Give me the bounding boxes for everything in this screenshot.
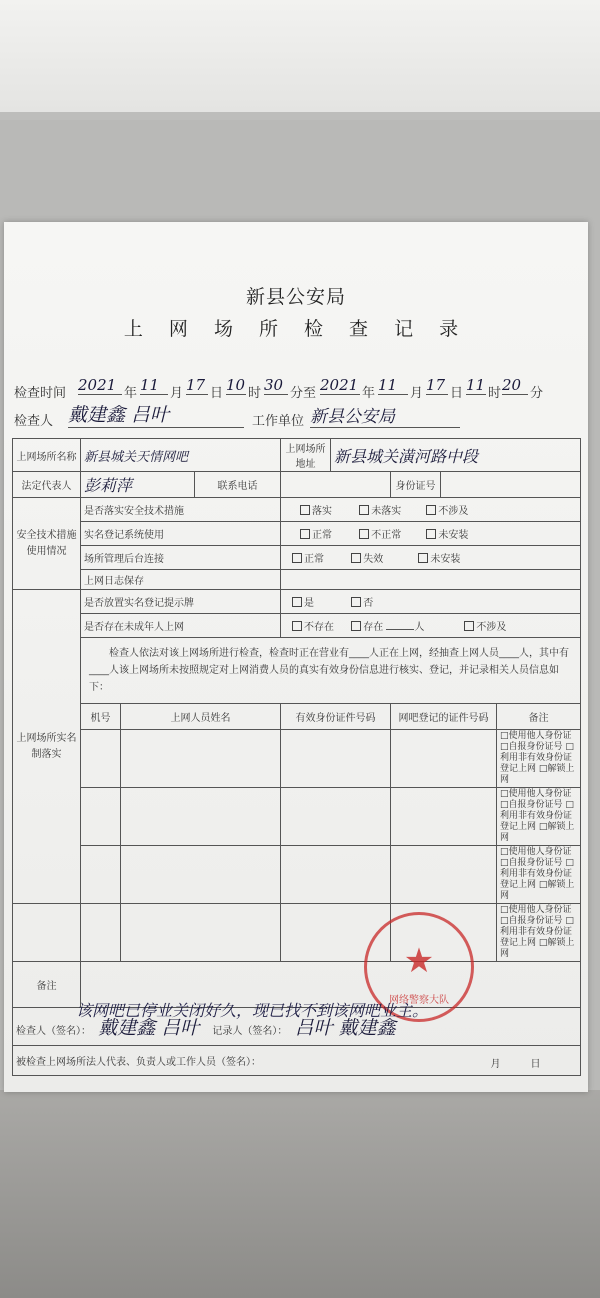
day-label: 日	[210, 386, 224, 401]
venue-name-value: 新县城关天情网吧	[81, 439, 281, 472]
remark-options: □使用他人身份证 □自报身份证号 □利用非有效身份证登记上网 □解锁上网	[497, 904, 581, 962]
end-minute: 20	[502, 376, 528, 395]
checkbox-yes[interactable]	[292, 597, 302, 607]
inspector-signature: 戴建鑫 吕叶	[98, 1017, 200, 1039]
checkbox-invalid[interactable]	[351, 553, 361, 563]
inspector-sign-label: 检查人（签名）：	[16, 1026, 91, 1037]
table-row	[13, 788, 581, 846]
venue-signature-row	[13, 1046, 581, 1076]
end-day-label: 日	[450, 386, 464, 401]
venue-name-label: 上网场所名称	[13, 439, 81, 472]
inspector-label: 检查人	[14, 414, 54, 429]
q6-row	[13, 614, 581, 638]
end-year-label: 年	[362, 386, 376, 401]
checkbox-none[interactable]	[292, 621, 302, 631]
venue-row	[13, 439, 581, 472]
end-month: 11	[378, 376, 408, 395]
venue-signature-cell	[13, 1046, 581, 1076]
q5-options	[281, 590, 581, 614]
seal-star-icon: ★	[403, 941, 435, 981]
option-persons-unit: 人	[414, 622, 425, 633]
start-minute: 30	[264, 376, 288, 395]
checkbox-exists[interactable]	[351, 621, 361, 631]
month-label: 月	[170, 386, 184, 401]
security-q1-label: 是否落实安全技术措施	[81, 498, 281, 522]
background-top	[0, 0, 600, 112]
security-q4-value	[281, 570, 581, 590]
option-normal: 正常	[312, 530, 333, 541]
venue-address-value: 新县城关潢河路中段	[331, 439, 581, 472]
end-minute-label: 分	[530, 386, 544, 401]
security-q2-options	[281, 522, 581, 546]
venue-sign-label: 被检查上网场所法人代表、负责人或工作人员（签名）：	[16, 1057, 261, 1068]
security-q2-row	[13, 522, 581, 546]
option-not-implemented: 未落实	[371, 506, 402, 517]
handwritten-note: 该网吧已停业关闭好久，现已找不到该网吧业主。	[76, 1001, 429, 1020]
col-machine-no: 机号	[81, 704, 121, 730]
checkbox-normal[interactable]	[300, 529, 310, 539]
col-valid-id: 有效身份证件号码	[281, 704, 391, 730]
inspector-names: 戴建鑫 吕叶	[68, 400, 244, 428]
seal-text: 网络警察大队	[389, 995, 449, 1006]
security-q3-options	[281, 546, 581, 570]
q5-row	[13, 590, 581, 614]
start-year: 2021	[78, 376, 122, 395]
minute-to-label: 分至	[290, 386, 317, 401]
option-not-installed: 未安装	[438, 530, 469, 541]
work-unit-label: 工作单位	[252, 414, 305, 429]
records-header-row	[13, 704, 581, 730]
id-number-value	[441, 472, 581, 498]
option-connected-normal: 正常	[304, 554, 325, 565]
checkbox-no[interactable]	[351, 597, 361, 607]
checkbox-implemented[interactable]	[300, 505, 310, 515]
inspection-form-paper	[4, 222, 588, 1092]
background-bottom	[0, 1090, 600, 1298]
q6-label: 是否存在未成年人上网	[81, 614, 281, 638]
end-month-label: 月	[410, 386, 424, 401]
inspection-paragraph: 检查人依法对该上网场所进行检查，检查时正在营业有____人正在上网，经抽查上网人员____人，其中有____人该上网场所未按照规定对上网消费人员的真实有效身份信息进行核实、登记，并记录相关人员信息如下：	[81, 638, 581, 704]
col-user-name: 上网人员姓名	[121, 704, 281, 730]
hour-label: 时	[248, 386, 262, 401]
col-remarks: 备注	[497, 704, 581, 730]
phone-value	[281, 472, 391, 498]
form-title: 上 网 场 所 检 查 记 录	[123, 318, 469, 340]
remark-options: □使用他人身份证 □自报身份证号 □利用非有效身份证登记上网 □解锁上网	[497, 788, 581, 846]
background-divider	[0, 112, 600, 120]
option-backend-not-installed: 未安装	[430, 554, 461, 565]
option-none: 不存在	[304, 622, 335, 633]
date-day-label: 日	[530, 1059, 541, 1070]
venue-address-label: 上网场所地址	[281, 439, 331, 472]
security-q3-row	[13, 546, 581, 570]
table-row	[13, 846, 581, 904]
paragraph-row	[13, 638, 581, 704]
option-no: 否	[363, 598, 374, 609]
work-unit-value: 新县公安局	[310, 402, 460, 428]
option-exists: 存在	[363, 622, 384, 633]
recorder-sign-label: 记录人（签名）：	[212, 1026, 288, 1037]
q5-label: 是否放置实名登记提示牌	[81, 590, 281, 614]
end-hour: 11	[466, 376, 486, 394]
option-invalid: 失效	[363, 554, 384, 565]
security-q1-row	[13, 498, 581, 522]
security-q4-label: 上网日志保存	[81, 570, 281, 590]
year-label: 年	[124, 386, 138, 401]
end-year: 2021	[320, 376, 359, 394]
checkbox-connected-normal[interactable]	[292, 553, 302, 563]
table-row	[13, 730, 581, 788]
option-not-applicable: 不涉及	[438, 506, 469, 517]
inspection-form-table	[12, 438, 581, 1076]
option-yes: 是	[304, 598, 315, 609]
checkbox-q6-not-applicable[interactable]	[464, 621, 474, 631]
checkbox-not-installed[interactable]	[426, 529, 436, 539]
security-section-label: 安全技术措施使用情况	[13, 498, 81, 590]
checkbox-not-implemented[interactable]	[359, 505, 369, 515]
legal-rep-label: 法定代表人	[13, 472, 81, 498]
start-month: 11	[140, 376, 168, 395]
notes-label: 备注	[13, 962, 81, 1008]
legal-rep-value: 彭莉萍	[81, 472, 195, 498]
col-registered-id: 网吧登记的证件号码	[391, 704, 497, 730]
time-label: 检查时间	[14, 386, 67, 401]
security-q3-label: 场所管理后台连接	[81, 546, 281, 570]
remark-options: □使用他人身份证 □自报身份证号 □利用非有效身份证登记上网 □解锁上网	[497, 730, 581, 788]
remark-options: □使用他人身份证 □自报身份证号 □利用非有效身份证登记上网 □解锁上网	[497, 846, 581, 904]
security-q2-label: 实名登记系统使用	[81, 522, 281, 546]
end-hour-label: 时	[488, 386, 502, 401]
start-day: 17	[186, 376, 208, 395]
form-org-title: 新县公安局	[245, 286, 346, 308]
start-hour: 10	[226, 376, 246, 394]
realname-section-label: 上网场所实名制落实	[13, 590, 81, 904]
legal-rep-row	[13, 472, 581, 498]
q6-options	[281, 614, 581, 638]
checkbox-abnormal[interactable]	[359, 529, 369, 539]
checkbox-backend-not-installed[interactable]	[418, 553, 428, 563]
table-row	[13, 904, 581, 962]
option-q6-not-applicable: 不涉及	[476, 622, 507, 633]
checkbox-not-applicable[interactable]	[426, 505, 436, 515]
phone-label: 联系电话	[195, 472, 281, 498]
option-implemented: 落实	[312, 506, 333, 517]
recorder-signature: 吕叶 戴建鑫	[294, 1017, 396, 1039]
security-q4-row	[13, 570, 581, 590]
id-number-label: 身份证号	[391, 472, 441, 498]
security-q1-options	[281, 498, 581, 522]
option-abnormal: 不正常	[371, 530, 402, 541]
end-day: 17	[426, 376, 448, 395]
date-month-label: 月	[490, 1059, 501, 1070]
